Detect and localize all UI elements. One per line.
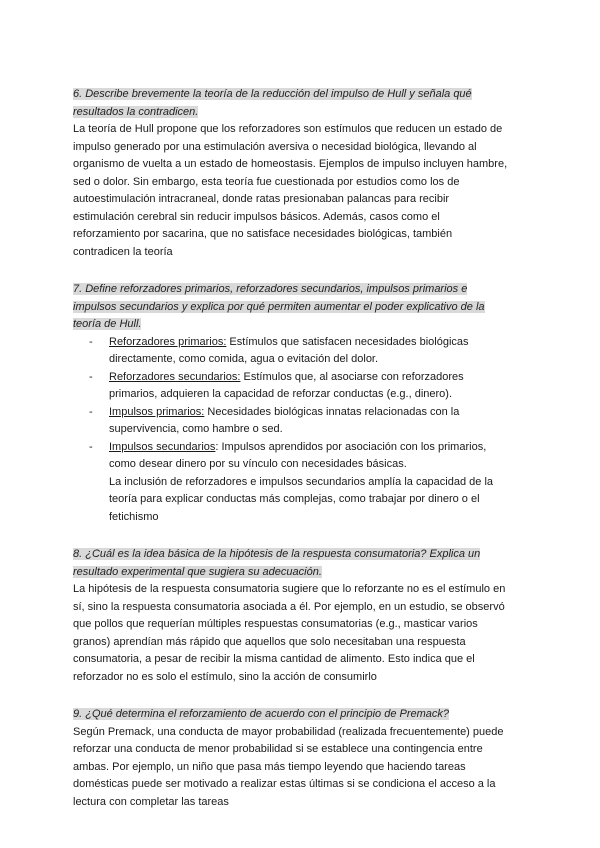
- list-item: [89, 439, 508, 527]
- question-heading: 7. Define reforzadores primarios, reforzadores secundarios, impulsos primarios e impulsos secundarios y explica por qué permiten aumentar el poder explicativo de la teoría de Hull.: [73, 283, 485, 330]
- term-label: Impulsos secundarios: [109, 440, 216, 453]
- definitions-list: [73, 334, 508, 527]
- term-definition: Estímulos que satisfacen necesidades biológicas directamente, como comida, agua o evitación del dolor.: [109, 335, 469, 365]
- list-item: [89, 334, 508, 369]
- section-question-7: [73, 281, 508, 526]
- list-dash: -: [89, 335, 93, 348]
- term-label: Impulsos primarios:: [109, 405, 205, 418]
- term-definition: Necesidades biológicas innatas relacionadas con la supervivencia, como hambre o sed.: [109, 405, 460, 435]
- list-dash: -: [89, 370, 93, 383]
- list-dash: -: [89, 440, 93, 453]
- section-question-6: [73, 86, 508, 261]
- list-dash: -: [89, 405, 93, 418]
- question-heading: 8. ¿Cuál es la idea básica de la hipótesis de la respuesta consumatoria? Explica un resultado experimental que sugiera su adecuación.: [73, 548, 481, 578]
- answer-paragraph: La teoría de Hull propone que los reforzadores son estímulos que reducen un estado de impulso generado por una estimulación aversiva o necesidad biológica, llevando al organismo de vuelta a un estado de homeostasis. Ejemplos de impulso incluyen hambre, sed o dolor. Sin embargo, esta teoría fue cuestionada por estudios como los de autoestimulación intracraneal, donde ratas presionaban palancas para recibir estimulación cerebral sin reducir impulsos básicos. Además, casos como el reforzamiento por sacarina, que no satisface necesidades biológicas, también contradicen la teoría: [73, 123, 508, 258]
- term-label: Reforzadores primarios:: [109, 335, 227, 348]
- term-definition: : Impulsos aprendidos por asociación con los primarios, como desear dinero por su vínculo con necesidades básicas.: [109, 440, 487, 470]
- answer-paragraph: La hipótesis de la respuesta consumatoria sugiere que lo reforzante no es el estímulo en sí, sino la respuesta consumatoria asociada a él. Por ejemplo, en un estudio, se observó que pollos que requerían múltiples respuestas consumatorias (e.g., masticar varios granos) aprendían más rápido que aquellos que solo necesitaban una respuesta consumatoria, a pesar de recibir la misma cantidad de alimento. Esto indica que el reforzador no es solo el estímulo, sino la acción de consumirlo: [73, 583, 506, 683]
- term-definition: Estímulos que, al asociarse con reforzadores primarios, adquieren la capacidad de reforzar conductas (e.g., dinero).: [109, 370, 464, 400]
- answer-paragraph: Según Premack, una conducta de mayor probabilidad (realizada frecuentemente) puede reforzar una conducta de menor probabilidad si se establece una contingencia entre ambas. Por ejemplo, un niño que pasa más tiempo leyendo que haciendo tareas domésticas puede ser motivado a realizar estas últimas si se condiciona el acceso a la lectura con completar las tareas: [73, 725, 504, 808]
- list-item: [89, 369, 508, 404]
- question-heading: 6. Describe brevemente la teoría de la reducción del impulso de Hull y señala qué resultados la contradicen.: [73, 88, 472, 118]
- section-question-9: [73, 706, 508, 811]
- question-heading: 9. ¿Qué determina el reforzamiento de acuerdo con el principio de Premack?: [73, 708, 450, 720]
- section-question-8: [73, 546, 508, 686]
- term-label: Reforzadores secundarios:: [109, 370, 241, 383]
- list-item: [89, 404, 508, 439]
- conclusion-text: La inclusión de reforzadores e impulsos secundarios amplía la capacidad de la teoría para explicar conductas más complejas, como trabajar por dinero o el fetichismo: [109, 475, 494, 523]
